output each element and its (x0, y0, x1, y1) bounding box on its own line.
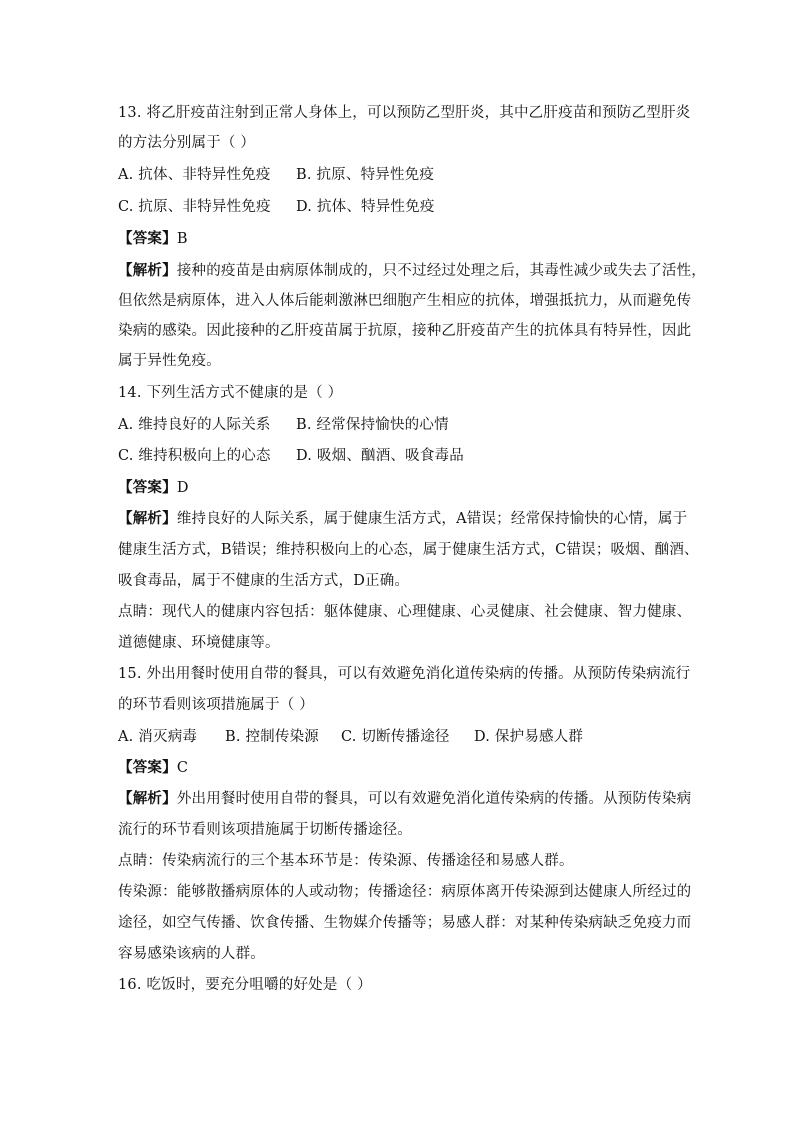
answer-tag: 【答案】 (118, 479, 177, 496)
q15-option-b: B. 控制传染源 (225, 729, 319, 745)
q13-option-b: B. 抗原、特异性免疫 (296, 167, 435, 183)
q15-note-line3: 途径，如空气传播、饮食传播、生物媒介传播等；易感人群：对某种传染病缺乏免疫力而 (118, 915, 692, 931)
q13-stem-line2: 的方法分别属于（ ） (118, 135, 256, 151)
q14-option-b: B. 经常保持愉快的心情 (296, 417, 449, 433)
q13-options-row2 (118, 197, 435, 217)
q15-note-line4: 容易感染该病的人群。 (118, 946, 265, 962)
q15-analysis-line1 (118, 789, 691, 809)
q14-analysis-line1 (118, 509, 687, 529)
q14-note-line2: 道德健康、环境健康等。 (118, 635, 280, 651)
q15-answer (118, 758, 188, 778)
q15-stem-line1: 15. 外出用餐时使用自带的餐具，可以有效避免消化道传染病的传播。从预防传染病流行 (118, 666, 691, 682)
q13-analysis-line2: 但依然是病原体，进入人体后能刺激淋巴细胞产生相应的抗体，增强抵抗力，从而避免传 (118, 293, 692, 309)
q15-note-line2: 传染源：能够散播病原体的人或动物；传播途径：病原体离开传染源到达健康人所经过的 (118, 884, 692, 900)
q15-option-a: A. 消灭病毒 (118, 729, 198, 745)
analysis-tag: 【解析】 (118, 790, 177, 807)
analysis-text: 接种的疫苗是由病原体制成的，只不过经过处理之后，其毒性减少或失去了活性， (176, 263, 707, 279)
q15-analysis-line2: 流行的环节看则该项措施属于切断传播途径。 (118, 822, 412, 838)
q13-option-c: C. 抗原、非特异性免疫 (118, 199, 271, 215)
answer-value: C (176, 760, 189, 776)
analysis-text: 维持良好的人际关系，属于健康生活方式，A错误；经常保持愉快的心情，属于 (176, 511, 688, 527)
q13-options-row1 (118, 165, 434, 185)
q14-option-a: A. 维持良好的人际关系 (118, 417, 271, 433)
q13-analysis-line3: 染病的感染。因此接种的乙肝疫苗属于抗原，接种乙肝疫苗产生的抗体具有特异性，因此 (118, 323, 692, 339)
q14-options-row2 (118, 446, 464, 466)
q14-option-c: C. 维持积极向上的心态 (118, 448, 271, 464)
q15-options-row (118, 727, 583, 747)
q13-answer (118, 229, 188, 249)
q13-analysis-line1 (118, 261, 706, 281)
q13-analysis-line4: 属于异性免疫。 (118, 353, 221, 369)
answer-tag: 【答案】 (118, 230, 177, 247)
q15-option-d: D. 保护易感人群 (474, 729, 584, 745)
q14-analysis-line3: 吸食毒品，属于不健康的生活方式，D正确。 (118, 573, 410, 589)
q14-note-line1: 点睛：现代人的健康内容包括：躯体健康、心理健康、心灵健康、社会健康、智力健康、 (118, 604, 692, 620)
q14-options-row1 (118, 415, 449, 435)
q15-option-c: C. 切断传播途径 (341, 729, 450, 745)
q14-option-d: D. 吸烟、酗酒、吸食毒品 (296, 448, 464, 464)
q14-analysis-line2: 健康生活方式，B错误；维持积极向上的心态，属于健康生活方式，C错误；吸烟、酗酒、 (118, 542, 699, 558)
q14-answer (118, 478, 189, 498)
analysis-tag: 【解析】 (118, 510, 177, 527)
q13-option-d: D. 抗体、特异性免疫 (296, 199, 435, 215)
answer-value: B (176, 231, 188, 247)
answer-value: D (176, 480, 189, 496)
q13-option-a: A. 抗体、非特异性免疫 (118, 167, 271, 183)
q13-stem-line1: 13. 将乙肝疫苗注射到正常人身体上，可以预防乙型肝炎，其中乙肝疫苗和预防乙型肝炎 (118, 105, 691, 121)
answer-tag: 【答案】 (118, 759, 177, 776)
q14-stem-line1: 14. 下列生活方式不健康的是（ ） (118, 385, 343, 401)
analysis-text: 外出用餐时使用自带的餐具，可以有效避免消化道传染病的传播。从预防传染病 (176, 791, 692, 807)
q16-stem-line1: 16. 吃饭时，要充分咀嚼的好处是（ ） (118, 977, 372, 993)
q15-note-line1: 点睛：传染病流行的三个基本环节是：传染源、传播途径和易感人群。 (118, 853, 574, 869)
q15-stem-line2: 的环节看则该项措施属于（ ） (118, 697, 314, 713)
analysis-tag: 【解析】 (118, 262, 177, 279)
